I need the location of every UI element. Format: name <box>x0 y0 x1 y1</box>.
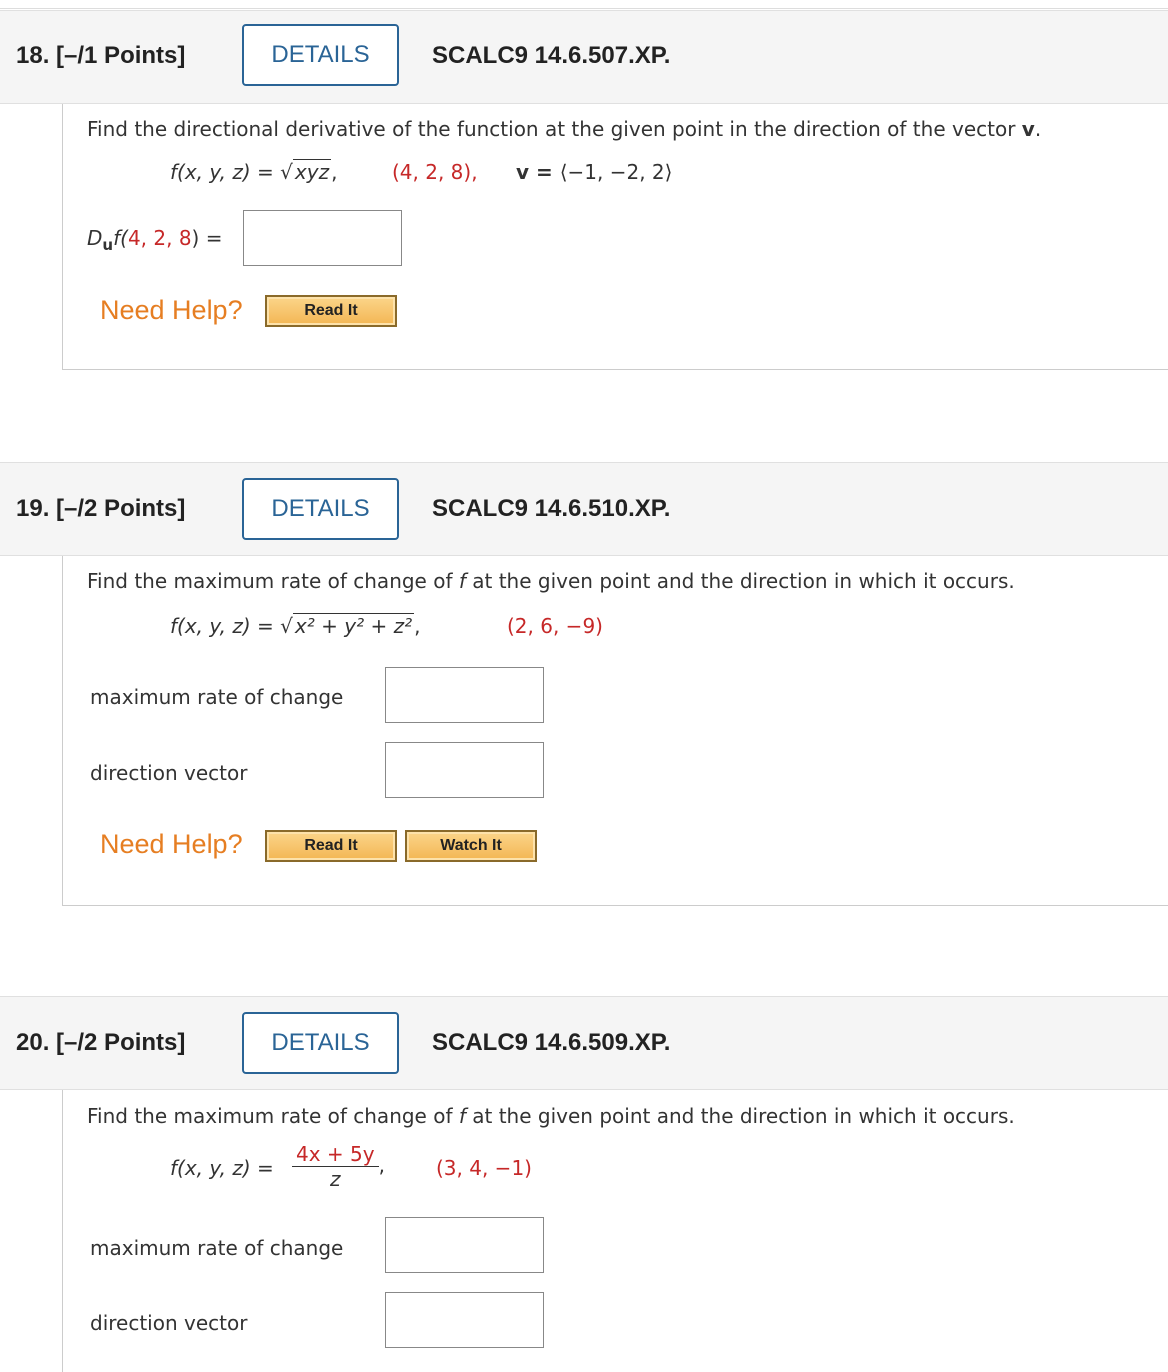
watch-it-button[interactable]: Watch It <box>405 830 537 862</box>
details-button[interactable]: DETAILS <box>242 24 399 86</box>
question-18-body <box>62 104 1168 370</box>
read-it-button[interactable]: Read It <box>265 830 397 862</box>
direction-vector-label: direction vector <box>90 761 248 785</box>
need-help-label: Need Help? <box>100 829 243 859</box>
read-it-button[interactable]: Read It <box>265 295 397 327</box>
question-code: SCALC9 14.6.507.XP. <box>432 42 671 69</box>
question-prompt: Find the maximum rate of change of f at the given point and the direction in which it occurs. <box>87 1104 1015 1128</box>
function-definition: f(x, y, z) = √ x² + y² + z² , <box>170 614 421 638</box>
direction-vector-input[interactable] <box>385 1292 544 1348</box>
top-divider <box>0 8 1168 9</box>
question-code: SCALC9 14.6.510.XP. <box>432 495 671 522</box>
given-point: (2, 6, −9) <box>507 614 603 638</box>
max-rate-input[interactable] <box>385 1217 544 1273</box>
directional-derivative-input[interactable] <box>243 210 402 266</box>
details-button[interactable]: DETAILS <box>242 1012 399 1074</box>
question-code: SCALC9 14.6.509.XP. <box>432 1029 671 1056</box>
max-rate-label: maximum rate of change <box>90 1236 344 1260</box>
question-title: 18. [–/1 Points] <box>16 42 186 69</box>
max-rate-label: maximum rate of change <box>90 685 344 709</box>
direction-vector-label: direction vector <box>90 1311 248 1335</box>
direction-vector-input[interactable] <box>385 742 544 798</box>
max-rate-input[interactable] <box>385 667 544 723</box>
question-title: 19. [–/2 Points] <box>16 495 186 522</box>
direction-vector-given: v = ⟨−1, −2, 2⟩ <box>516 160 673 184</box>
question-prompt: Find the maximum rate of change of f at the given point and the direction in which it occurs. <box>87 569 1015 593</box>
question-prompt: Find the directional derivative of the function at the given point in the direction of the vector v. <box>87 117 1042 141</box>
answer-label: $D_uf(4$, 2, 8) = <box>87 226 223 254</box>
function-definition: f(x, y, z) = <box>170 1156 274 1180</box>
need-help-label: Need Help? <box>100 295 243 325</box>
given-point: (3, 4, −1) <box>436 1156 532 1180</box>
given-point: (4, 2, 8), <box>392 160 478 184</box>
details-button[interactable]: DETAILS <box>242 478 399 540</box>
function-fraction: $\frac{4x + 5y}{z}$ , <box>292 1142 385 1191</box>
function-definition: f(x, y, z) = √ xyz , <box>170 160 338 184</box>
question-title: 20. [–/2 Points] <box>16 1029 186 1056</box>
